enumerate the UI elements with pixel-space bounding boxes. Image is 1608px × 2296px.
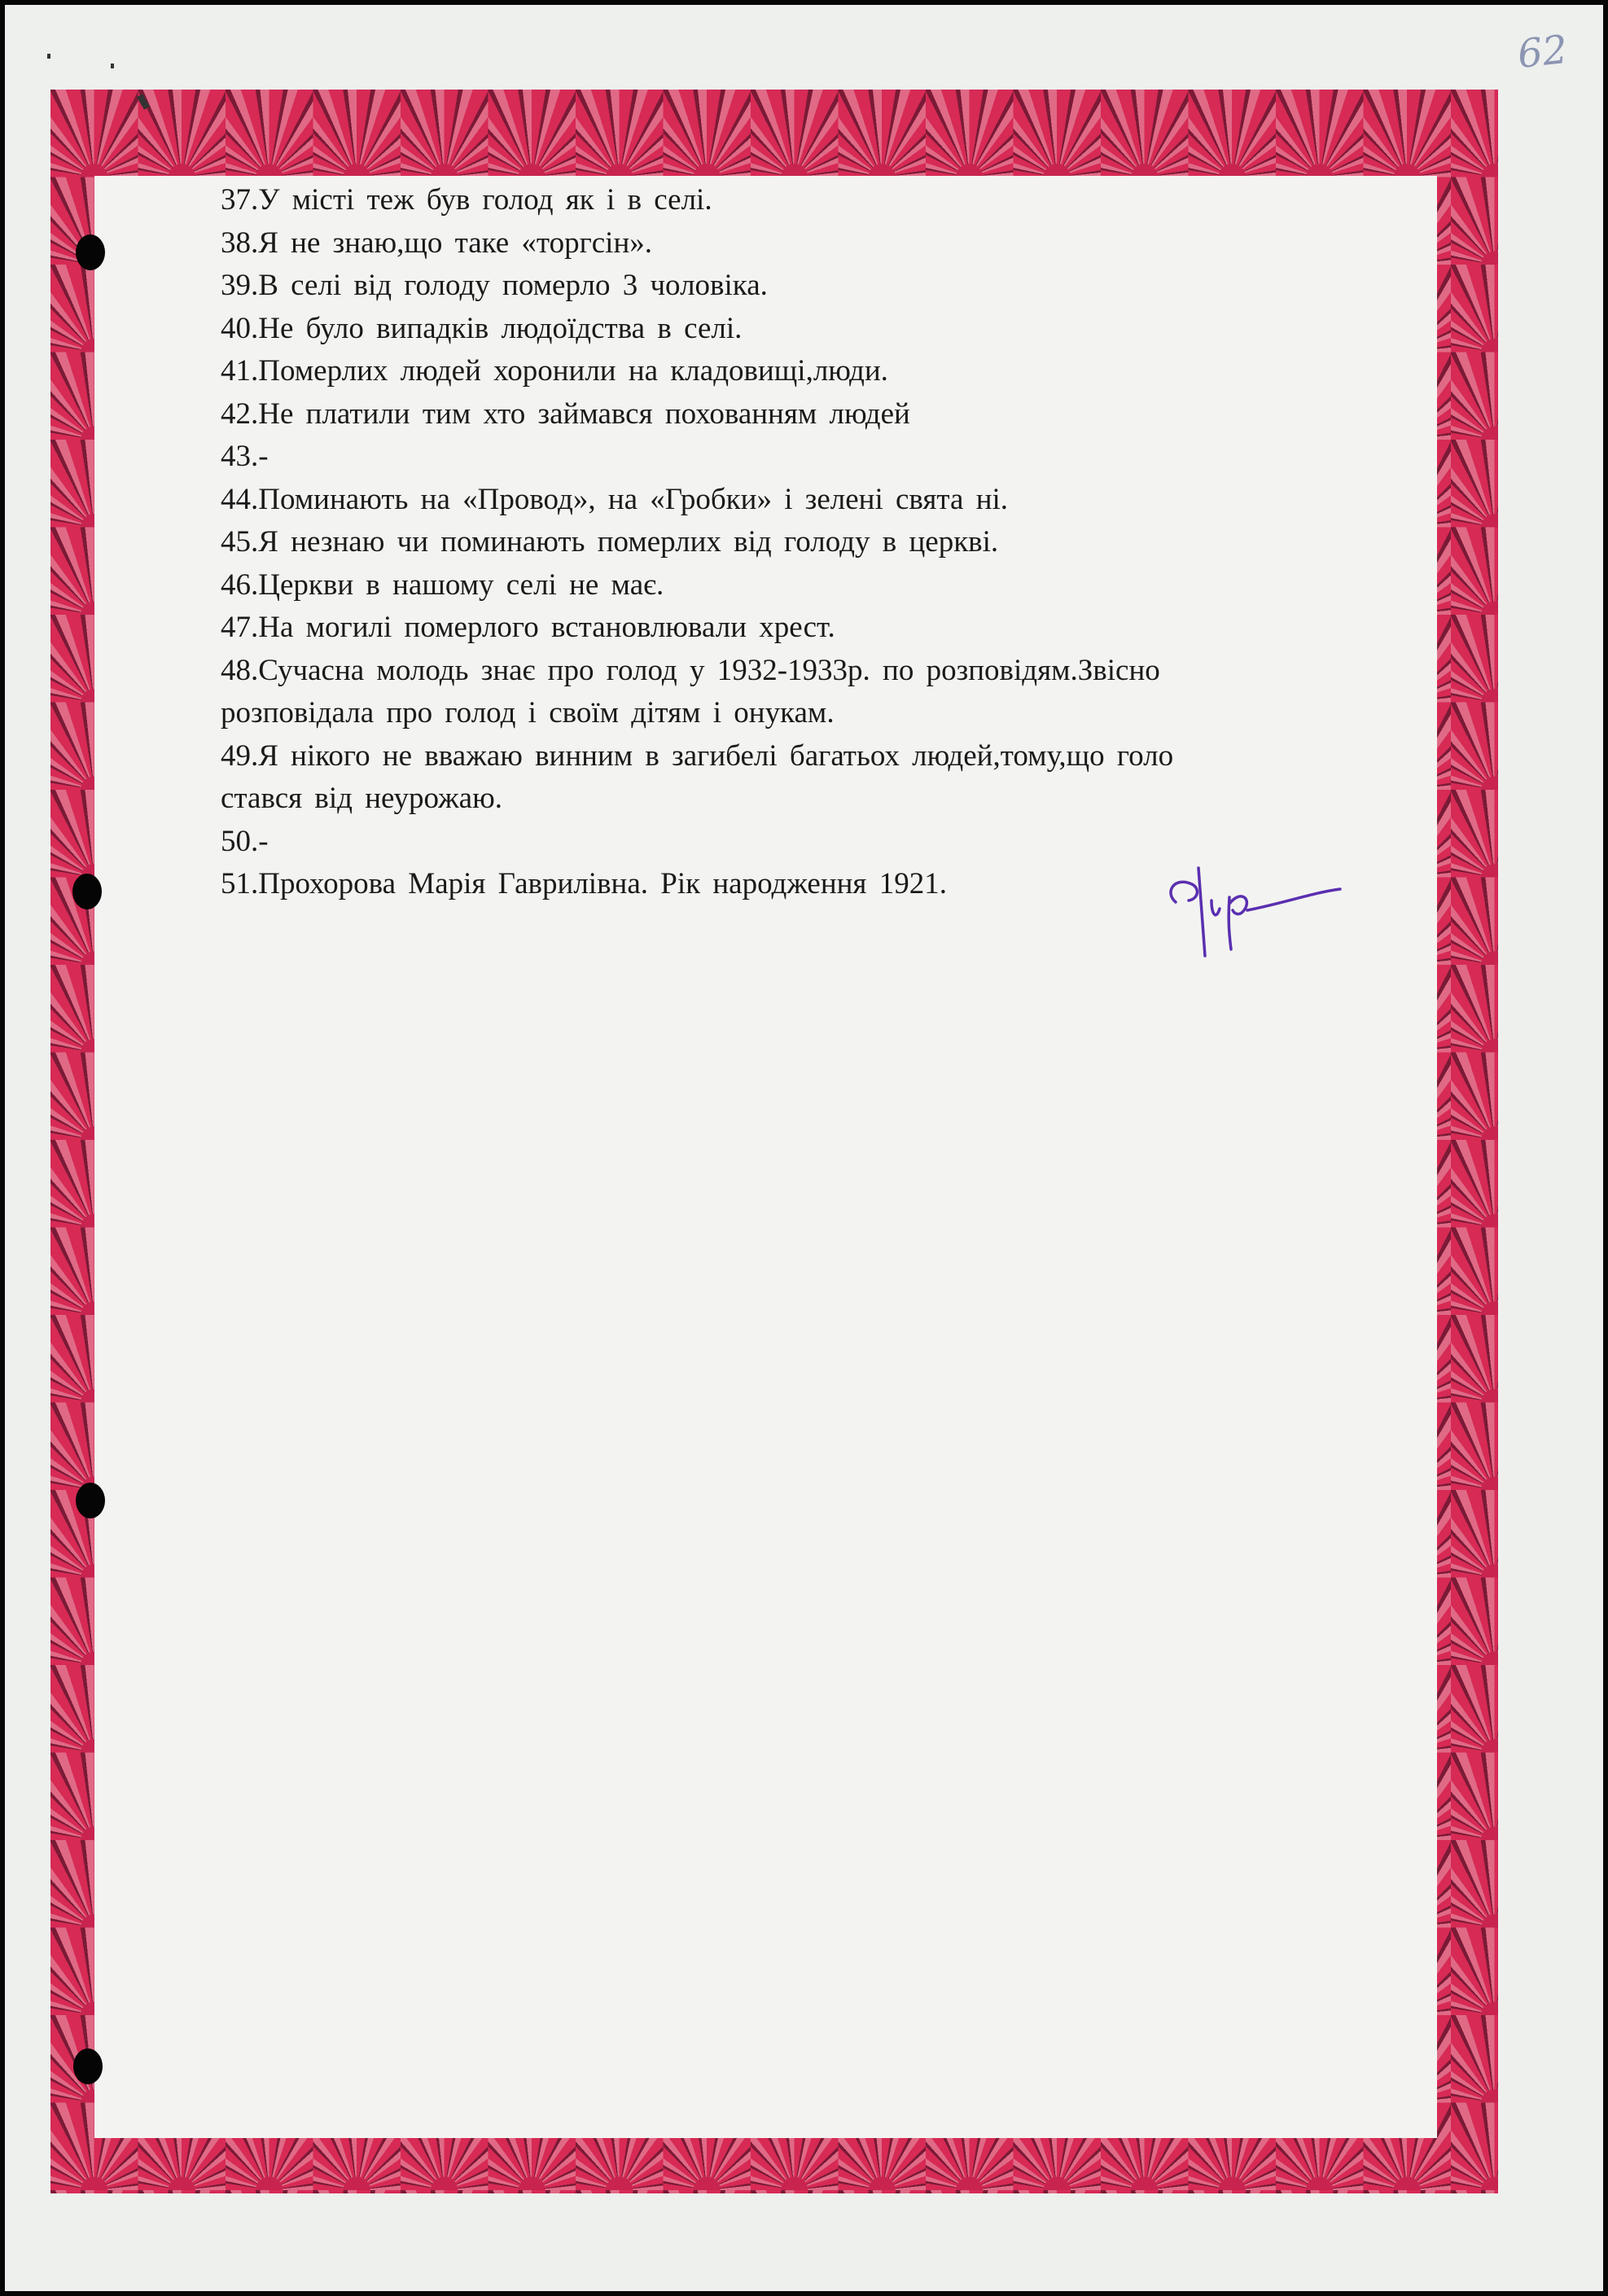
answer-line: 48.Сучасна молодь знає про голод у 1932-1933р. по розповідям.Звісно bbox=[221, 653, 1160, 687]
punch-hole bbox=[73, 2048, 103, 2084]
answer-line: 49.Я нікого не вважаю винним в загибелі багатьох людей,тому,що голо bbox=[221, 738, 1174, 773]
answer-line: 51.Прохорова Марія Гаврилівна. Рік народження 1921. bbox=[221, 867, 947, 900]
answer-line: 40.Не було випадків людоїдства в селі. bbox=[221, 311, 743, 345]
answer-line: 45.Я незнаю чи поминають померлих від голоду в церкві. bbox=[221, 525, 999, 559]
answer-line: 46.Церкви в нашому селі не має. bbox=[221, 567, 664, 602]
answer-line: 38.Я не знаю,що таке «торгсін». bbox=[221, 226, 653, 260]
scan-mark bbox=[111, 64, 114, 68]
scan-mark bbox=[47, 54, 50, 59]
punch-hole bbox=[76, 1483, 105, 1518]
answer-line: 37.У місті теж був голод як і в селі. bbox=[221, 183, 712, 217]
answers-text bbox=[221, 179, 1434, 906]
punch-hole bbox=[72, 874, 102, 909]
punch-hole bbox=[76, 234, 105, 270]
answer-line: стався від неурожаю. bbox=[221, 782, 502, 815]
answer-line: 41.Померлих людей хоронили на кладовищі,люди. bbox=[221, 354, 888, 388]
answer-line: розповідала про голод і своїм дітям і онукам. bbox=[221, 696, 835, 730]
answer-line: 43.- bbox=[221, 440, 269, 473]
answer-line: 39.В селі від голоду померло 3 чоловіка. bbox=[221, 269, 768, 302]
answer-line: 44.Поминають на «Провод», на «Гробки» і зелені свята ні. bbox=[221, 482, 1009, 516]
answer-line: 50.- bbox=[221, 824, 269, 858]
answer-line: 42.Не платили тим хто займався похованням людей bbox=[221, 397, 910, 431]
answer-line: 47.На могилі померлого встановлювали хрест. bbox=[221, 611, 835, 644]
handwritten-signature bbox=[1159, 852, 1347, 966]
document-page bbox=[5, 5, 1603, 2291]
page-number: 62 bbox=[1515, 26, 1570, 78]
